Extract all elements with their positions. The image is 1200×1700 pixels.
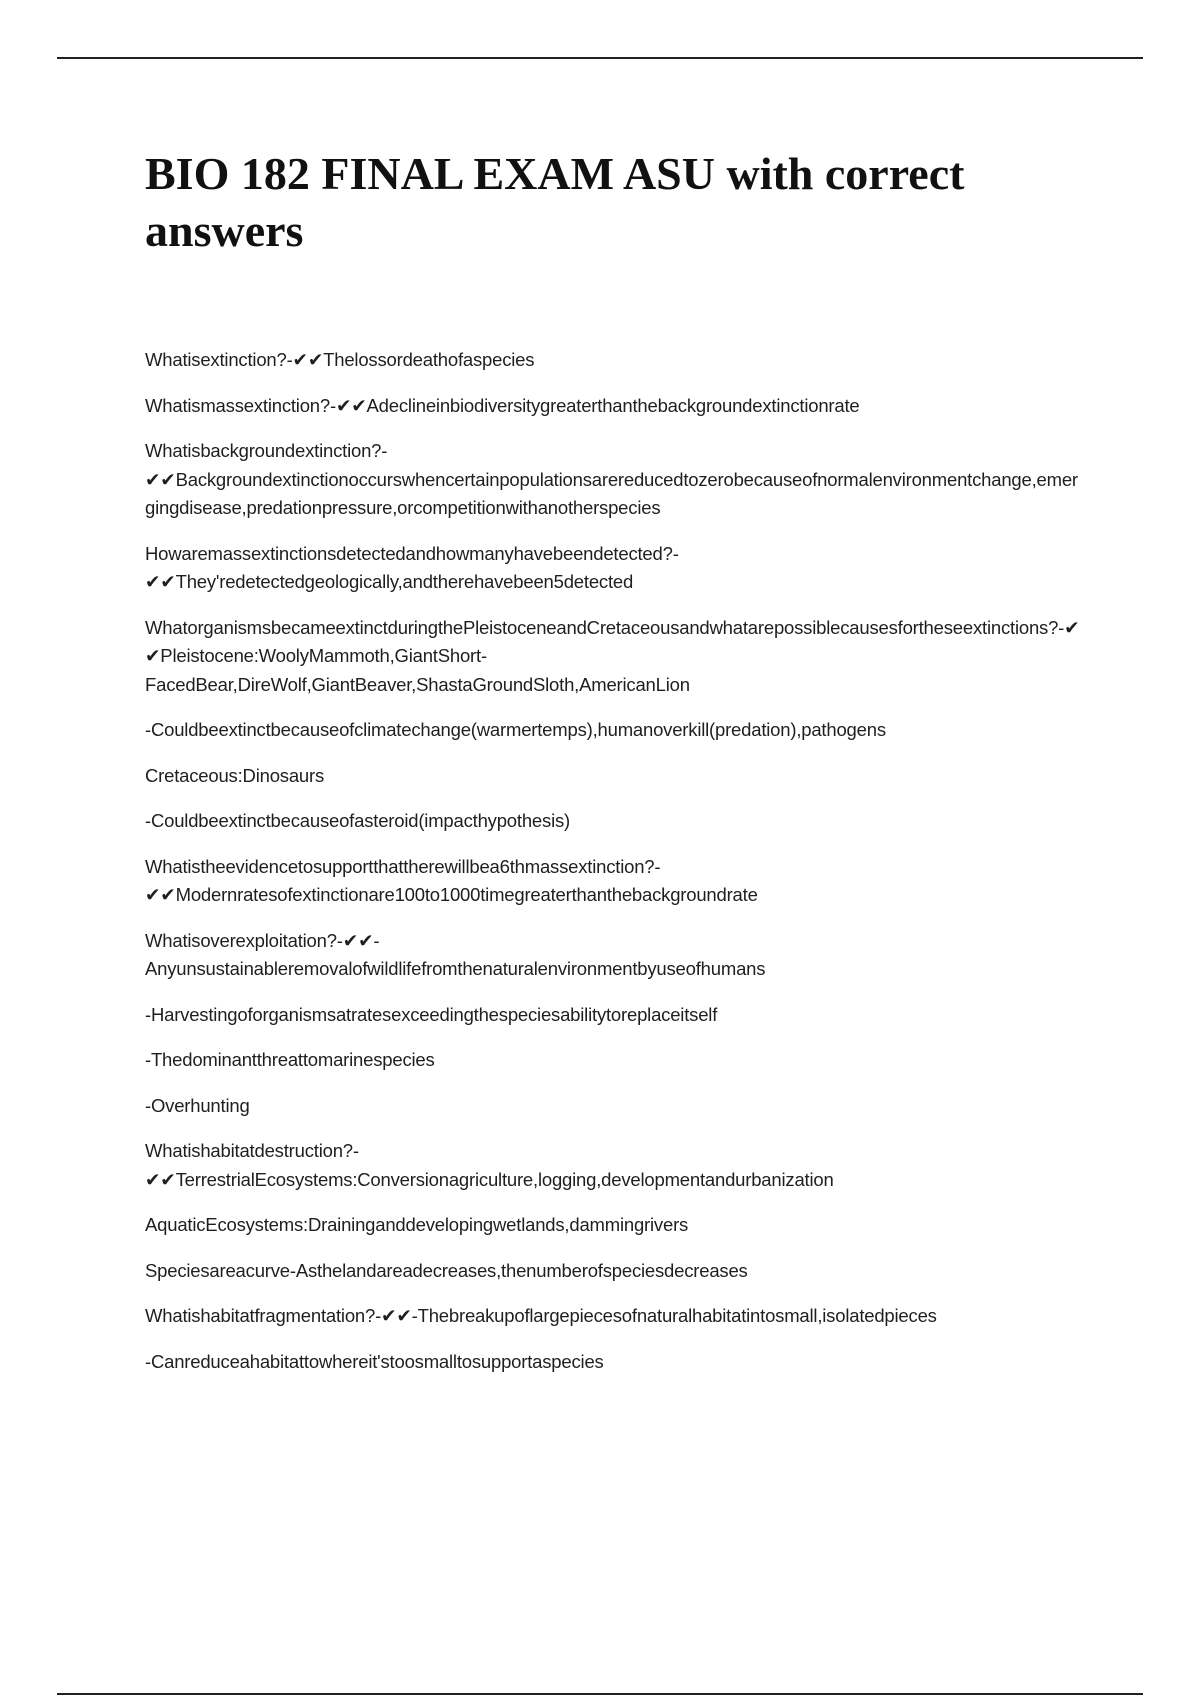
paragraph-habitat-too-small: -Canreduceahabitattowhereit'stoosmalltosupportaspecies <box>145 1350 604 1372</box>
paragraph-marine-threat: -Thedominantthreattomarinespecies <box>145 1049 435 1070</box>
paragraph-pleistocene-cretaceous: WhatorganismsbecameextinctduringthePleistoceneandCretaceousandwhatarepossiblecausesfortheseextinctions?-✔✔Pleistocene:WoolyMammoth,GiantShort- FacedBear,DireWolf,GiantBeaver,ShastaGroundSloth,AmericanLion <box>145 616 1080 695</box>
header-rule <box>57 57 1143 59</box>
paragraph-sixth-extinction: Whatistheevidencetosupportthattherewillbea6thmassextinction?- ✔✔Modernratesofextinctionare100to1000timegreaterthanthebackgroundrate <box>145 855 758 905</box>
paragraph-cretaceous-causes: -Couldbeextinctbecauseofasteroid(impacthypothesis) <box>145 810 570 831</box>
paragraph-species-area-curve: Speciesareacurve-Asthelandareadecreases,thenumberofspeciesdecreases <box>145 1259 748 1281</box>
paragraph-harvesting: -Harvestingoforganismsatratesexceedingthespeciesabilitytoreplaceitself <box>145 1003 718 1025</box>
page-title: BIO 182 FINAL EXAM ASU with correct answers <box>145 148 965 256</box>
paragraph-overhunting: -Overhunting <box>145 1094 250 1116</box>
paragraph-background-extinction: Whatisbackgroundextinction?- ✔✔Backgroundextinctionoccurswhencertainpopulationsarereducedtozerobecauseofnormalenvironmentchange,emergingdisease,predationpressure,orcompetitionwithanotherspecies <box>145 440 1078 518</box>
paragraph-aquatic-ecosystems: AquaticEcosystems:Draininganddevelopingwetlands,dammingrivers <box>145 1214 689 1235</box>
paragraph-cretaceous: Cretaceous:Dinosaurs <box>145 764 325 786</box>
paragraph-overexploitation: Whatisoverexploitation?-✔✔- Anyunsustainableremovalofwildlifefromthenaturalenvironmentbyuseofhumans <box>145 929 766 979</box>
paragraph-mass-extinction: Whatismassextinction?-✔✔Adeclineinbiodiversitygreaterthanthebackgroundextinctionrate <box>145 394 860 416</box>
footer-rule <box>57 1693 1143 1695</box>
paragraph-habitat-fragmentation: Whatishabitatfragmentation?-✔✔-Thebreakupoflargepiecesofnaturalhabitatintosmall,isolatedpieces <box>145 1305 937 1326</box>
paragraph-pleistocene-causes: -Couldbeextinctbecauseofclimatechange(warmertemps),humanoverkill(predation),pathogens <box>145 719 886 740</box>
document-body <box>145 346 1085 1393</box>
paragraph-detection: Howaremassextinctionsdetectedandhowmanyhavebeendetected?- ✔✔They'redetectedgeologically,andtherehavebeen5detected <box>145 542 679 592</box>
paragraph-extinction: Whatisextinction?-✔✔Thelossordeathofaspecies <box>145 349 535 370</box>
paragraph-habitat-destruction: Whatishabitatdestruction?- ✔✔TerrestrialEcosystems:Conversionagriculture,logging,developmentandurbanization <box>145 1140 834 1190</box>
